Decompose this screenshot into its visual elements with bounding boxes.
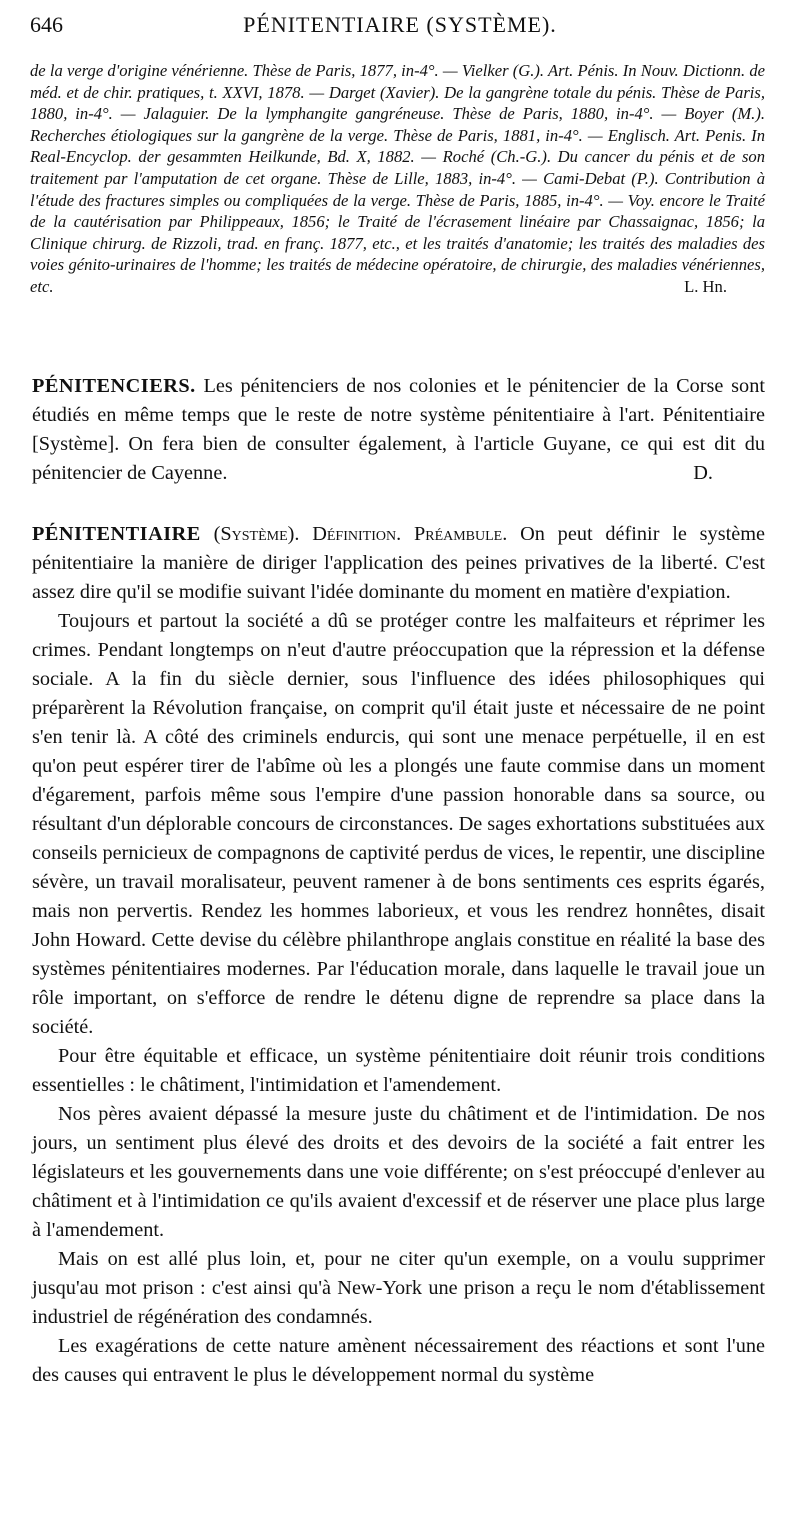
entry-penitenciers-text: Les pénitenciers de nos colonies et le pénitencier de la Corse sont étudiés en même temps que le reste de notre système pénitentiaire à l'art. Pénitentiaire [Système]. On fera bien de consulter également, à l'article Guyane, ce qui est dit du pénitencier de Cayenne. bbox=[32, 375, 765, 484]
headword-penitentiaire: PÉNITENTIAIRE bbox=[32, 523, 201, 545]
entry-penitenciers-signature: D. bbox=[693, 462, 713, 484]
page-number: 646 bbox=[30, 12, 63, 37]
entry-paragraph: Toujours et partout la société a dû se protéger contre les malfaiteurs et réprimer les crimes. Pendant longtemps on n'eut d'autre préoccupation que la répression et la défense sociale. A la fin du siècle dernier, sous l'influence des idées philosophiques qui préparèrent la Révolution française, on comprit qu'il était juste et nécessaire de ne point s'en tenir là. A côté des criminels endurcis, qui sont une menace perpétuelle, il en est qu'on peut espérer tirer de l'abîme où les a plongés une faute commise dans un moment d'égarement, parfois même sous l'empire d'une passion honorable dans sa source, ou résultant d'un déplorable concours de circonstances. De sages exhortations substituées aux conseils pernicieux de compagnons de captivité perdus de vices, le repentir, une discipline sévère, un travail moralisateur, peuvent ramener à de bons sentiments ces esprits égarés, mais non pervertis. Rendez les hommes laborieux, et vous les rendrez honnêtes, disait John Howard. Cette devise du célèbre philanthrope anglais constitue en réalité la base des systèmes pénitentiaires modernes. Par l'éducation morale, dans laquelle le travail joue un rôle important, on s'efforce de rendre le détenu digne de reprendre sa place dans la société. bbox=[32, 610, 765, 1038]
entry-paragraph: Les exagérations de cette nature amènent nécessairement des réactions et sont l'une des causes qui entravent le plus le développement normal du système bbox=[32, 1335, 765, 1386]
bibliography-signature: L. Hn. bbox=[684, 276, 727, 296]
entry-penitenciers bbox=[32, 372, 765, 488]
entry-subhead: (Système). Définition. Préambule. bbox=[213, 523, 508, 545]
paragraph-text: On peut définir le système pénitentiaire la manière de diriger l'application des peines privatives de la liberté. C'est assez dire qu'il se modifie suivant l'idée dominante du moment en matière d'expiation. bbox=[32, 523, 765, 603]
running-title: PÉNITENTIAIRE (SYSTÈME). bbox=[243, 12, 557, 37]
entry-penitenciers-paragraph bbox=[32, 372, 765, 488]
entry-penitentiaire-systeme bbox=[32, 520, 765, 1390]
entry-paragraph bbox=[32, 520, 765, 607]
bibliography-text: de la verge d'origine vénérienne. Thèse de Paris, 1877, in-4°. — Vielker (G.). Art. Pénis. In Nouv. Dictionn. de méd. et de chir. pratiques, t. XXVI, 1878. — Darget (Xavier). De la gangrène totale du pénis. Thèse de Paris, 1880, in-4°. — Jalaguier. De la lymphangite gangréneuse. Thèse de Paris, 1880, in-4°. — Boyer (M.). Recherches étiologiques sur la gangrène de la verge. Thèse de Paris, 1881, in-4°. — Englisch. Art. Penis. In Real-Encyclop. der gesammten Heilkunde, Bd. X, 1882. — Roché (Ch.-G.). Du cancer du pénis et de son traitement par l'amputation de cet organe. Thèse de Lille, 1883, in-4°. — Cami-Debat (P.). Contribution à l'étude des fractures simples ou compliquées de la verge. Thèse de Paris, 1885, in-4°. — Voy. encore le Traité de la cautérisation par Philippeaux, 1856; le Traité de l'écrasement linéaire par Chassaignac, 1856; la Clinique chirurg. de Rizzoli, trad. en franç. 1877, etc., et les traités d'anatomie; les traités des maladies des voies génito-urinaires de l'homme; les traités de médecine opératoire, de chirurgie, des maladies vénériennes, etc. bbox=[30, 61, 765, 296]
headword-penitenciers: PÉNITENCIERS. bbox=[32, 375, 196, 397]
entry-paragraph: Pour être équitable et efficace, un système pénitentiaire doit réunir trois conditions essentielles : le châtiment, l'intimidation et l'amendement. bbox=[32, 1045, 765, 1096]
entry-paragraph: Mais on est allé plus loin, et, pour ne citer qu'un exemple, on a voulu supprimer jusqu'au mot prison : c'est ainsi qu'à New-York une prison a reçu le nom d'établissement industriel de régénération des condamnés. bbox=[32, 1248, 765, 1328]
page-header bbox=[30, 12, 770, 46]
entry-paragraph: Nos pères avaient dépassé la mesure juste du châtiment et de l'intimidation. De nos jours, un sentiment plus élevé des droits et des devoirs de la société a fait entrer les législateurs et les gouvernements dans une voie différente; on s'est préoccupé d'enlever au châtiment et à l'intimidation ce qu'ils avaient d'excessif et de réserver une place plus large à l'amendement. bbox=[32, 1103, 765, 1241]
bibliography-block bbox=[30, 60, 765, 298]
